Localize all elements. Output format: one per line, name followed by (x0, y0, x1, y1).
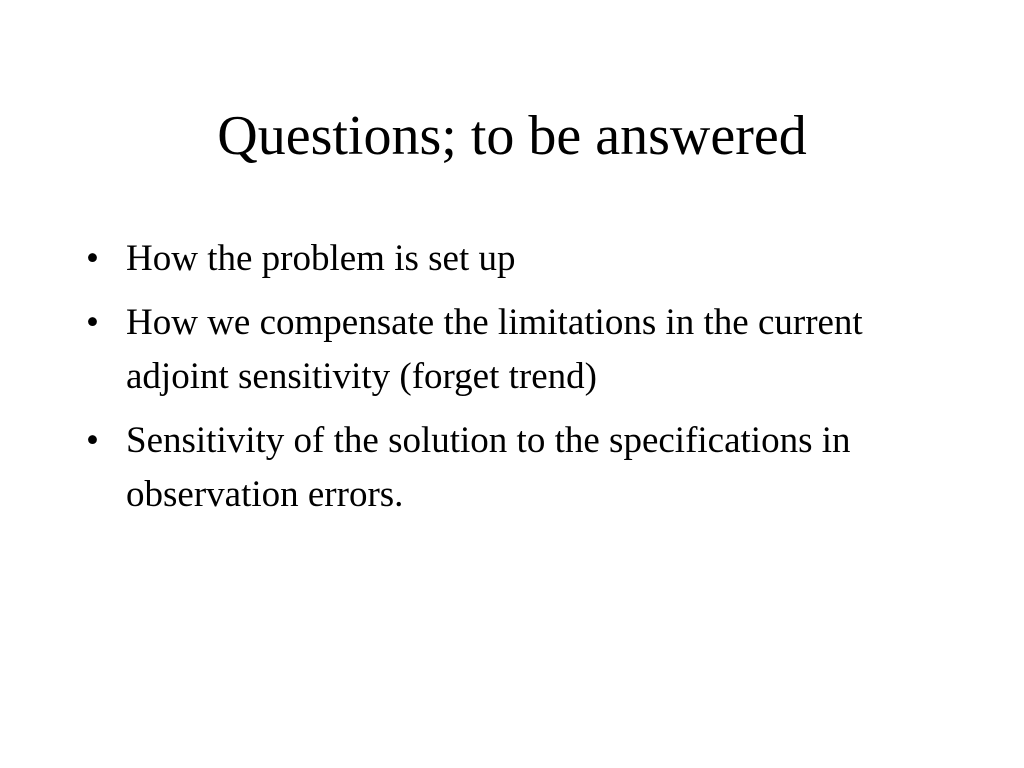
bullet-list (86, 232, 926, 532)
bullet-text: Sensitivity of the solution to the specifications in observation errors. (126, 420, 851, 515)
bullet-text: How the problem is set up (126, 238, 516, 279)
bullet-dot-icon: • (86, 302, 99, 343)
slide-title: Questions; to be answered (217, 105, 807, 167)
bullet-item (86, 414, 926, 522)
bullet-item (86, 296, 926, 404)
bullet-dot-icon: • (86, 238, 99, 279)
bullet-item (86, 232, 926, 286)
bullet-dot-icon: • (86, 420, 99, 461)
bullet-text: How we compensate the limitations in the current adjoint sensitivity (forget trend) (126, 302, 863, 397)
